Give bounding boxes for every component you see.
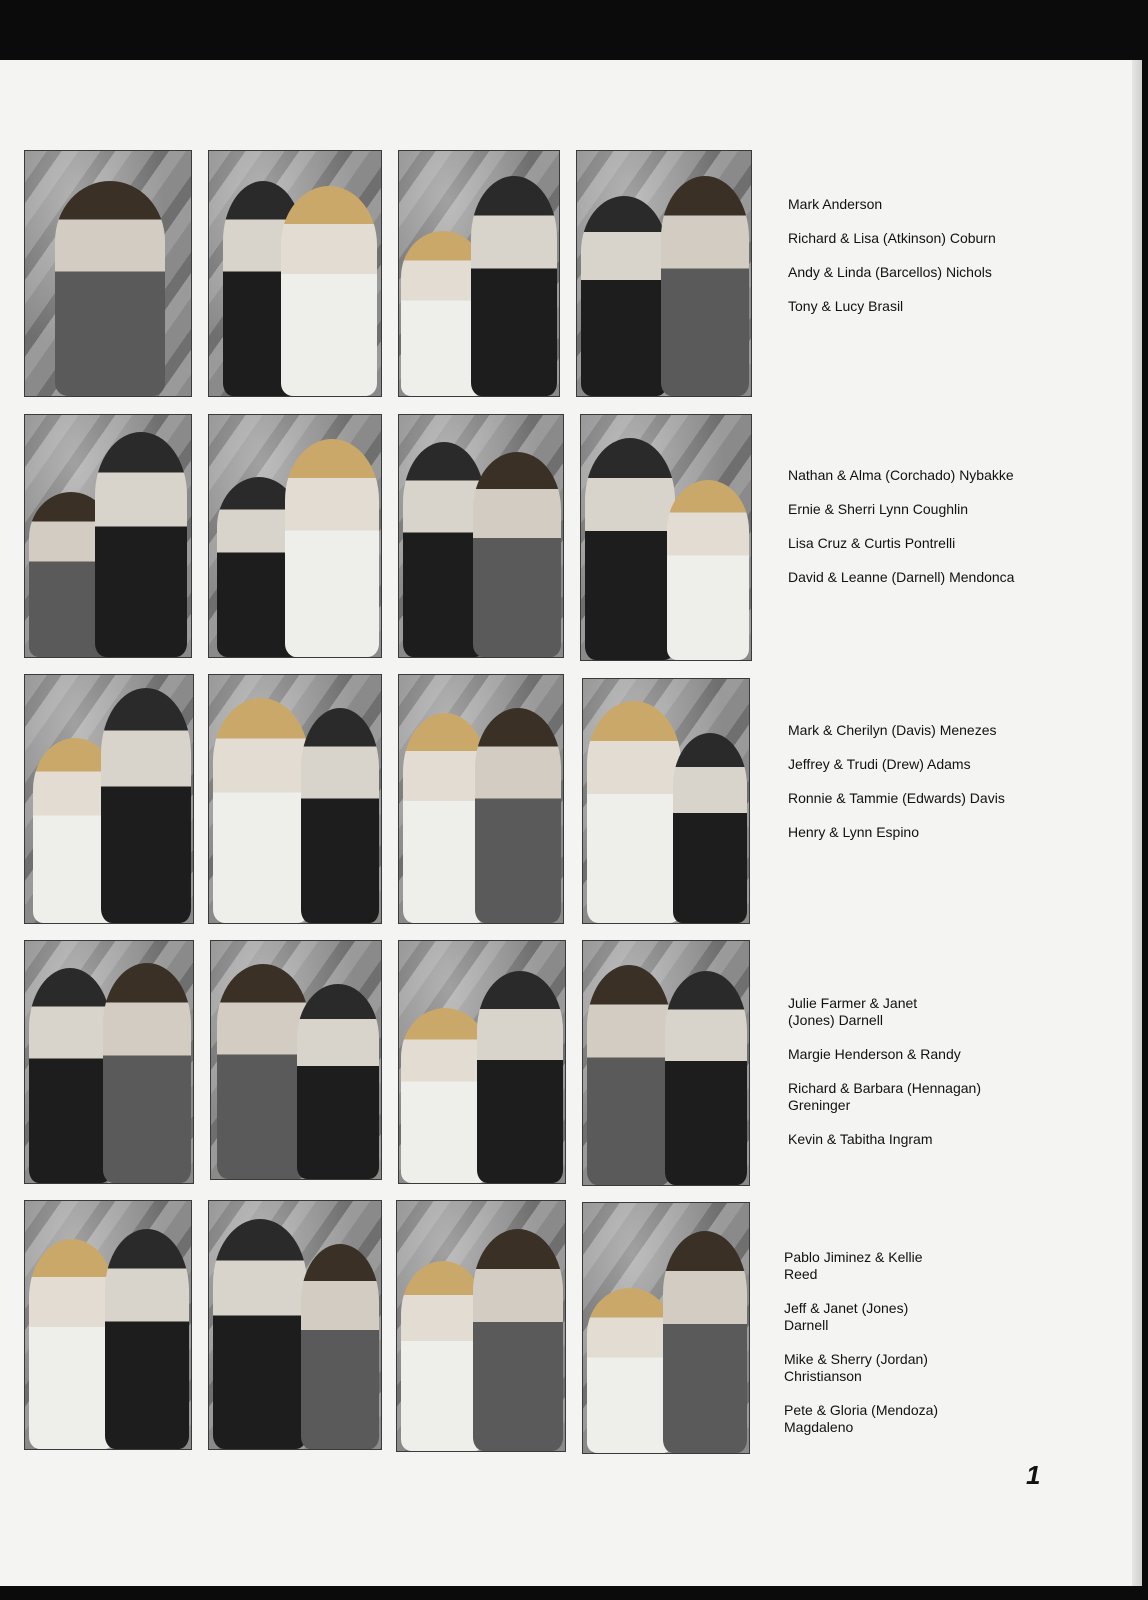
- portrait-photo: [398, 414, 564, 658]
- name-entry: Jeffrey & Trudi (Drew) Adams: [788, 756, 971, 772]
- name-entry: Pablo Jiminez & Kellie Reed: [784, 1249, 923, 1282]
- portrait-photo: [576, 150, 752, 397]
- portrait-photo: [208, 1200, 382, 1450]
- name-list: [788, 467, 1028, 603]
- name-list: [788, 995, 1028, 1165]
- name-entry: Pete & Gloria (Mendoza) Magdaleno: [784, 1402, 939, 1435]
- name-entry: Andy & Linda (Barcellos) Nichols: [788, 264, 992, 280]
- portrait-photo: [398, 674, 564, 924]
- portrait-photo: [582, 1202, 750, 1454]
- name-entry: Richard & Lisa (Atkinson) Coburn: [788, 230, 996, 246]
- name-list: [784, 1249, 1024, 1453]
- name-entry: Jeff & Janet (Jones) Darnell: [784, 1300, 909, 1333]
- portrait-photo: [24, 414, 192, 658]
- name-entry: Julie Farmer & Janet (Jones) Darnell: [788, 995, 918, 1028]
- portrait-photo: [208, 414, 382, 658]
- name-entry: Tony & Lucy Brasil: [788, 298, 904, 314]
- name-entry: Ernie & Sherri Lynn Coughlin: [788, 501, 969, 517]
- name-entry: Mark Anderson: [788, 196, 883, 212]
- name-entry: Mark & Cherilyn (Davis) Menezes: [788, 722, 997, 738]
- name-entry: Nathan & Alma (Corchado) Nybakke: [788, 467, 1014, 483]
- name-entry: Henry & Lynn Espino: [788, 824, 919, 840]
- portrait-photo: [208, 150, 382, 397]
- name-entry: Richard & Barbara (Hennagan) Greninger: [788, 1080, 981, 1113]
- name-entry: David & Leanne (Darnell) Mendonca: [788, 569, 1015, 585]
- name-entry: Lisa Cruz & Curtis Pontrelli: [788, 535, 956, 551]
- page-edge: [1132, 60, 1142, 1586]
- name-entry: Ronnie & Tammie (Edwards) Davis: [788, 790, 1005, 806]
- portrait-photo: [208, 674, 382, 924]
- portrait-photo: [396, 1200, 566, 1452]
- portrait-photo: [24, 1200, 192, 1450]
- portrait-photo: [582, 678, 750, 924]
- portrait-photo: [210, 940, 382, 1180]
- portrait-photo: [580, 414, 752, 661]
- name-entry: Kevin & Tabitha Ingram: [788, 1131, 933, 1147]
- portrait-photo: [582, 940, 750, 1186]
- name-entry: Mike & Sherry (Jordan) Christianson: [784, 1351, 928, 1384]
- portrait-photo: [398, 940, 566, 1184]
- portrait-photo: [24, 150, 192, 397]
- portrait-photo: [24, 674, 194, 924]
- name-list: [788, 196, 1028, 332]
- portrait-photo: [24, 940, 194, 1184]
- portrait-photo: [398, 150, 560, 397]
- name-list: [788, 722, 1028, 858]
- page-number: 1: [1026, 1460, 1041, 1490]
- name-entry: Margie Henderson & Randy: [788, 1046, 961, 1062]
